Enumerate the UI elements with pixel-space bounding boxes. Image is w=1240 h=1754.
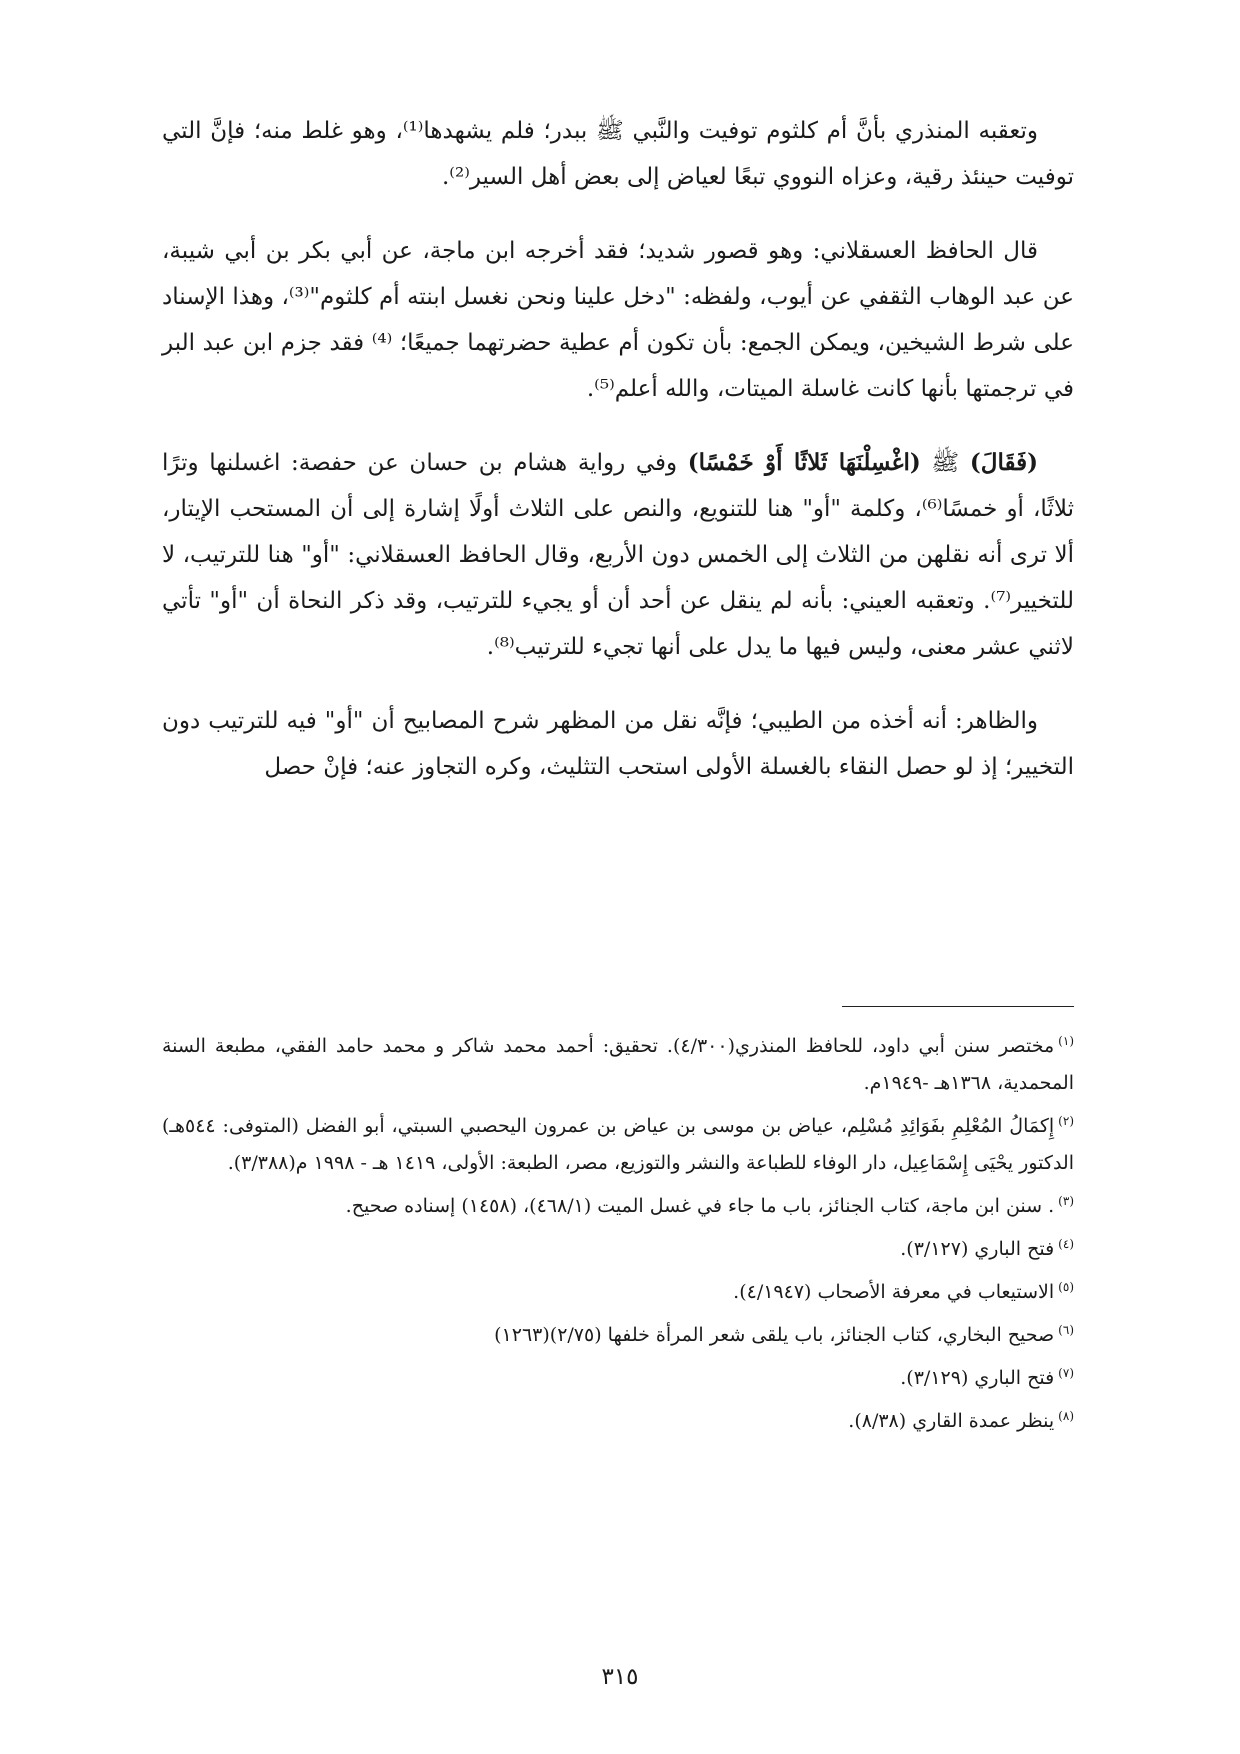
paragraph-3-text: وفي رواية هشام بن حسان عن حفصة: اغسلنها وترًا ثلاثًا، أو خمسًا⁽⁶⁾، وكلمة "أو" هنا للتنويع، والنص على الثلاث أولًا إشارة إلى أن المستحب الإيتار، ألا ترى أنه نقلهن من الثلاث إلى الخمس دون الأربع، وقال الحافظ العسقلاني: "أو" هنا للترتيب، لا للتخيير⁽⁷⁾. وتعقبه العيني: بأنه لم ينقل عن أحد أن أو يجيء للترتيب، وقد ذكر النحاة أن "أو" تأتي لاثني عشر معنى، وليس فيها ما يدل على أنها تجيء للترتيب⁽⁸⁾. bbox=[162, 450, 1074, 660]
paragraph-2: قال الحافظ العسقلاني: وهو قصور شديد؛ فقد أخرجه ابن ماجة، عن أبي بكر بن أبي شيبة، عن عبد الوهاب الثقفي عن أيوب، ولفظه: "دخل علينا ونحن نغسل ابنته أم كلثوم"⁽³⁾، وهذا الإسناد على شرط الشيخين، ويمكن الجمع: بأن تكون أم عطية حضرتهما جميعًا؛ ⁽⁴⁾ فقد جزم ابن عبد البر في ترجمتها بأنها كانت غاسلة الميتات، والله أعلم⁽⁵⁾. bbox=[162, 238, 1074, 402]
footnote-5 bbox=[162, 1274, 1074, 1311]
footnote-text: ينظر عمدة القاري (٨/٣٨). bbox=[848, 1410, 1055, 1432]
paragraph-1: وتعقبه المنذري بأنَّ أم كلثوم توفيت والنَّبي ﷺ ببدر؛ فلم يشهدها⁽¹⁾، وهو غلط منه؛ فإنَّ التي توفيت حينئذ رقية، وعزاه النووي تبعًا لعياض إلى بعض أهل السير⁽²⁾. bbox=[162, 118, 1074, 190]
quote-hadith: (اغْسِلْنَهَا ثَلاثًا أَوْ خَمْسًا) bbox=[687, 449, 921, 476]
footnote-number: (٣) bbox=[1058, 1193, 1074, 1208]
footnote-divider bbox=[842, 1006, 1074, 1007]
footnote-1 bbox=[162, 1028, 1074, 1102]
footnote-7 bbox=[162, 1360, 1074, 1397]
footnote-number: (٤) bbox=[1058, 1236, 1074, 1251]
footnote-text: إِكمَالُ المُعْلِمِ بفَوَائِدِ مُسْلِم، عياض بن موسى بن عياض بن عمرون اليحصبي السبتي، أبو الفضل (المتوفى: ٥٤٤هـ) الدكتور يحْيَى إِسْمَاعِيل، دار الوفاء للطباعة والنشر والتوزيع، مصر، الطبعة: الأولى، ١٤١٩ هـ - ١٩٩٨ م(٣/٣٨٨). bbox=[162, 1115, 1074, 1174]
footnote-8 bbox=[162, 1403, 1074, 1440]
footnote-text: . سنن ابن ماجة، كتاب الجنائز، باب ما جاء في غسل الميت (٤٦٨/١)، (١٤٥٨) إسناده صحيح. bbox=[345, 1195, 1055, 1217]
footnote-text: الاستيعاب في معرفة الأصحاب (٤/١٩٤٧). bbox=[733, 1281, 1055, 1303]
footnote-text: فتح الباري (٣/١٢٧). bbox=[900, 1238, 1055, 1260]
footnotes bbox=[162, 1028, 1074, 1446]
footnote-6 bbox=[162, 1317, 1074, 1354]
footnote-text: صحيح البخاري، كتاب الجنائز، باب يلقى شعر المرأة خلفها (٢/٧٥)(١٢٦٣) bbox=[494, 1324, 1055, 1346]
footnote-number: (١) bbox=[1058, 1033, 1074, 1048]
page-number: ٣١٥ bbox=[601, 1664, 639, 1690]
salawat-symbol: ﷺ bbox=[920, 450, 970, 476]
footnote-2 bbox=[162, 1108, 1074, 1182]
footnote-number: (٧) bbox=[1058, 1365, 1074, 1380]
body-text bbox=[162, 108, 1074, 790]
footnote-number: (٥) bbox=[1058, 1279, 1074, 1294]
footnote-text: مختصر سنن أبي داود، للحافظ المنذري(٤/٣٠٠). تحقيق: أحمد محمد شاكر و محمد حامد الفقي، مطبعة السنة المحمدية، ١٣٦٨هـ -١٩٤٩م. bbox=[162, 1035, 1074, 1094]
quote-faqala: (فَقَالَ) bbox=[969, 449, 1038, 476]
paragraph-4: والظاهر: أنه أخذه من الطيبي؛ فإنَّه نقل من المظهر شرح المصابيح أن "أو" فيه للترتيب دون التخيير؛ إذ لو حصل النقاء بالغسلة الأولى استحب التثليث، وكره التجاوز عنه؛ فإنْ حصل bbox=[162, 708, 1074, 780]
footnote-number: (٦) bbox=[1058, 1322, 1074, 1337]
footnote-4 bbox=[162, 1231, 1074, 1268]
footnote-text: فتح الباري (٣/١٢٩). bbox=[900, 1367, 1055, 1389]
paragraph-3 bbox=[162, 440, 1074, 670]
footnote-number: (٢) bbox=[1058, 1113, 1074, 1128]
footnote-number: (٨) bbox=[1058, 1408, 1074, 1423]
footnote-3 bbox=[162, 1188, 1074, 1225]
